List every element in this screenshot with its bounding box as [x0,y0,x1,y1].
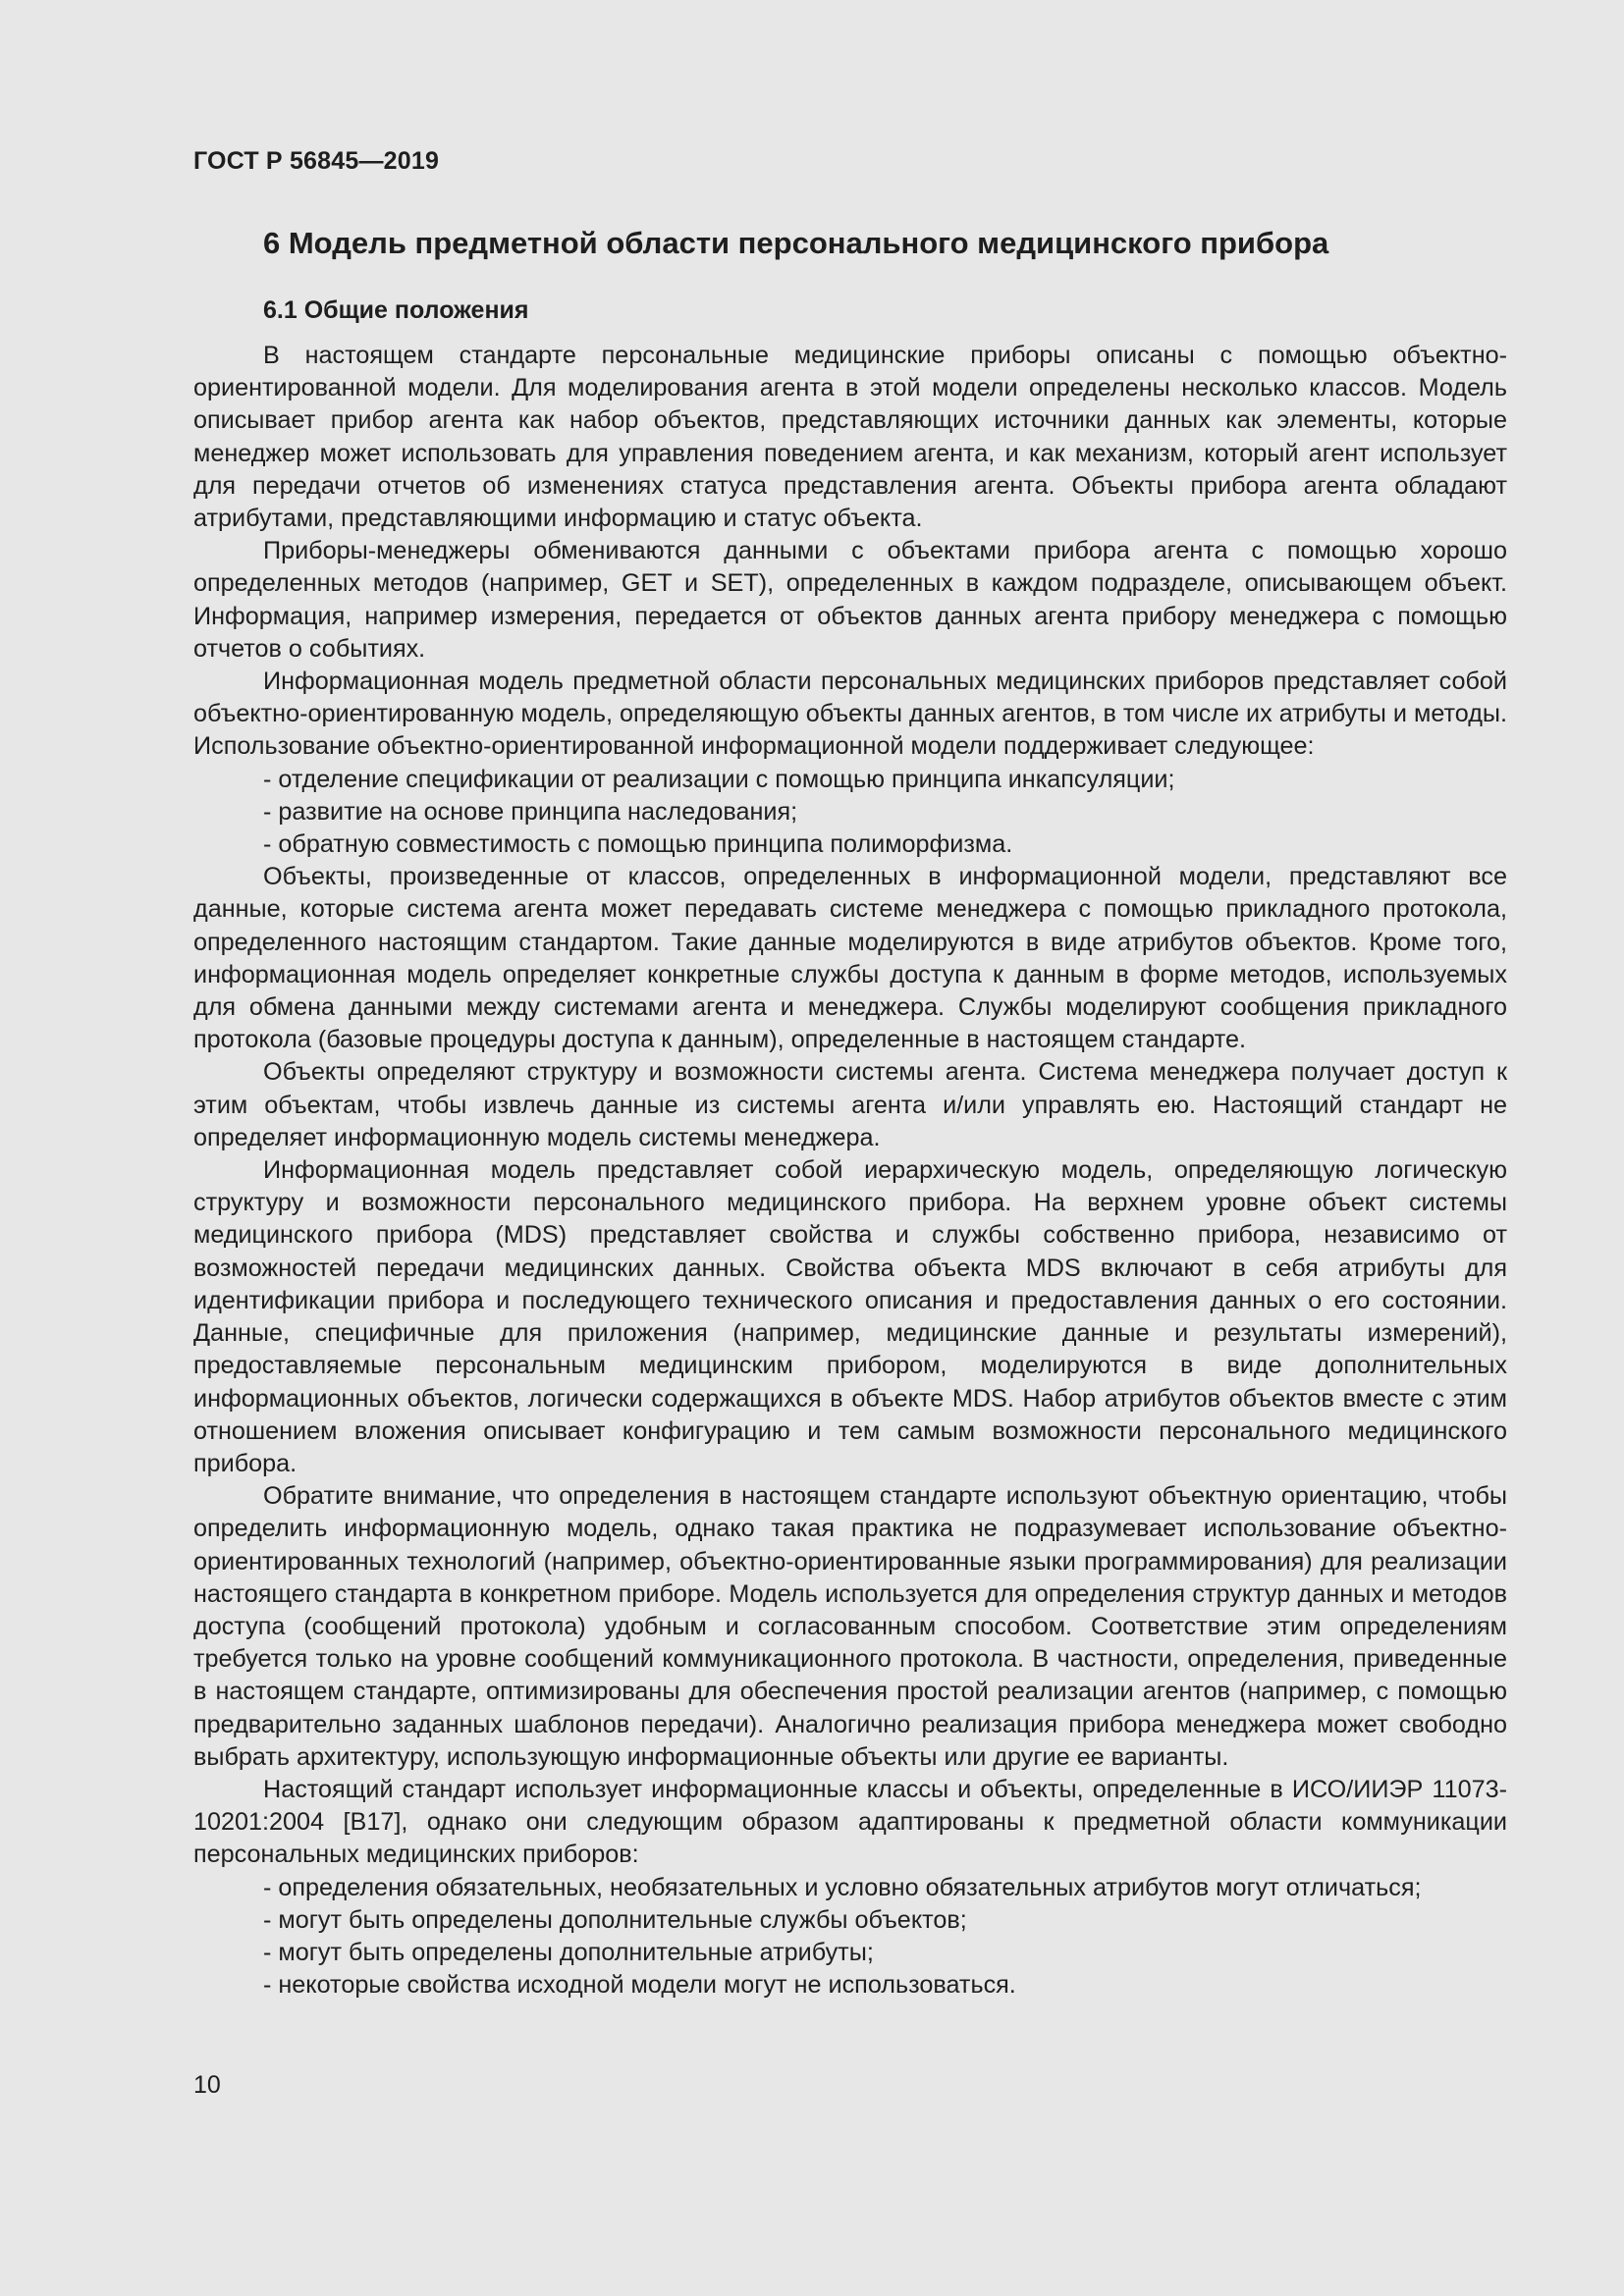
section-title: 6 Модель предметной области персонального медицинского прибора [263,226,1329,260]
list-item: - могут быть определены дополнительные атрибуты; [263,1938,874,1966]
paragraph: Объекты, произведенные от классов, определенных в информационной модели, представляют все данные, которые система агента может передавать системе менеджера с помощью прикладного протокола, определенного настоящим стандартом. Такие данные моделируются в виде атрибутов объектов. Кроме того, информационная модель определяет конкретные службы доступа к данным в форме методов, используемых для обмена данными между системами агента и менеджера. Службы моделируют сообщения прикладного протокола (базовые процедуры доступа к данным), определенные в настоящем стандарте. [193,863,1507,1054]
list-item: - определения обязательных, необязательных и условно обязательных атрибутов могут отличаться; [263,1873,1422,1901]
subsection-title: 6.1 Общие положения [263,296,529,324]
paragraph: Обратите внимание, что определения в настоящем стандарте используют объектную ориентацию, чтобы определить информационную модель, однако такая практика не подразумевает использование объектно-ориентированных технологий (например, объектно-ориентированные языки программирования) для реализации настоящего стандарта в конкретном приборе. Модель используется для определения структур данных и методов доступа (сообщений протокола) удобным и согласованным способом. Соответствие этим определениям требуется только на уровне сообщений коммуникационного протокола. В частности, определения, приведенные в настоящем стандарте, оптимизированы для обеспечения простой реализации агентов (например, с помощью предварительно заданных шаблонов передачи). Аналогично реализация прибора менеджера может свободно выбрать архитектуру, использующую информационные объекты или другие ее варианты. [193,1482,1507,1771]
list-item: - обратную совместимость с помощью принципа полиморфизма. [263,830,1013,859]
paragraph: Объекты определяют структуру и возможности системы агента. Система менеджера получает доступ к этим объектам, чтобы извлечь данные из системы агента и/или управлять ею. Настоящий стандарт не определяет информационную модель системы менеджера. [193,1058,1507,1151]
page-number: 10 [193,2071,221,2099]
paragraph: В настоящем стандарте персональные медицинские приборы описаны с помощью объектно-ориентированной модели. Для моделирования агента в этой модели определены несколько классов. Модель описывает прибор агента как набор объектов, представляющих источники данных как элементы, которые менеджер может использовать для управления поведением агента, и как механизм, который агент использует для передачи отчетов об изменениях статуса представления агента. Объекты прибора агента обладают атрибутами, представляющими информацию и статус объекта. [193,342,1507,533]
body-text [193,340,1507,2002]
list-item: - некоторые свойства исходной модели могут не использоваться. [263,1971,1016,2000]
standard-code-header: ГОСТ Р 56845—2019 [193,147,440,175]
paragraph: Настоящий стандарт использует информационные классы и объекты, определенные в ИСО/ИИЭР 11073-10201:2004 [B17], однако они следующим образом адаптированы к предметной области коммуникации персональных медицинских приборов: [193,1775,1507,1869]
list-item: - могут быть определены дополнительные службы объектов; [263,1905,967,1934]
principles-list [193,764,1507,862]
paragraph: Информационная модель предметной области персональных медицинских приборов представляет собой объектно-ориентированную модель, определяющую объекты данных агентов, в том числе их атрибуты и методы. Использование объектно-ориентированной информационной модели поддерживает следующее: [193,667,1507,761]
paragraph: Информационная модель представляет собой иерархическую модель, определяющую логическую структуру и возможности персонального медицинского прибора. На верхнем уровне объект системы медицинского прибора (MDS) представляет свойства и службы собственно прибора, независимо от возможностей передачи медицинских данных. Свойства объекта MDS включают в себя атрибуты для идентификации прибора и последующего технического описания и предоставления данных о его состоянии. Данные, специфичные для приложения (например, медицинские данные и результаты измерений), предоставляемые персональным медицинским прибором, моделируются в виде дополнительных информационных объектов, логически содержащихся в объекте MDS. Набор атрибутов объектов вместе с этим отношением вложения описывает конфигурацию и тем самым возможности персонального медицинского прибора. [193,1156,1507,1477]
list-item: - отделение спецификации от реализации с помощью принципа инкапсуляции; [263,765,1175,793]
list-item: - развитие на основе принципа наследования; [263,797,798,826]
adaptations-list [193,1872,1507,2002]
paragraph: Приборы-менеджеры обмениваются данными с объектами прибора агента с помощью хорошо определенных методов (например, GET и SET), определенных в каждом подразделе, описывающем объект. Информация, например измерения, передается от объектов данных агента прибору менеджера с помощью отчетов о событиях. [193,537,1507,663]
